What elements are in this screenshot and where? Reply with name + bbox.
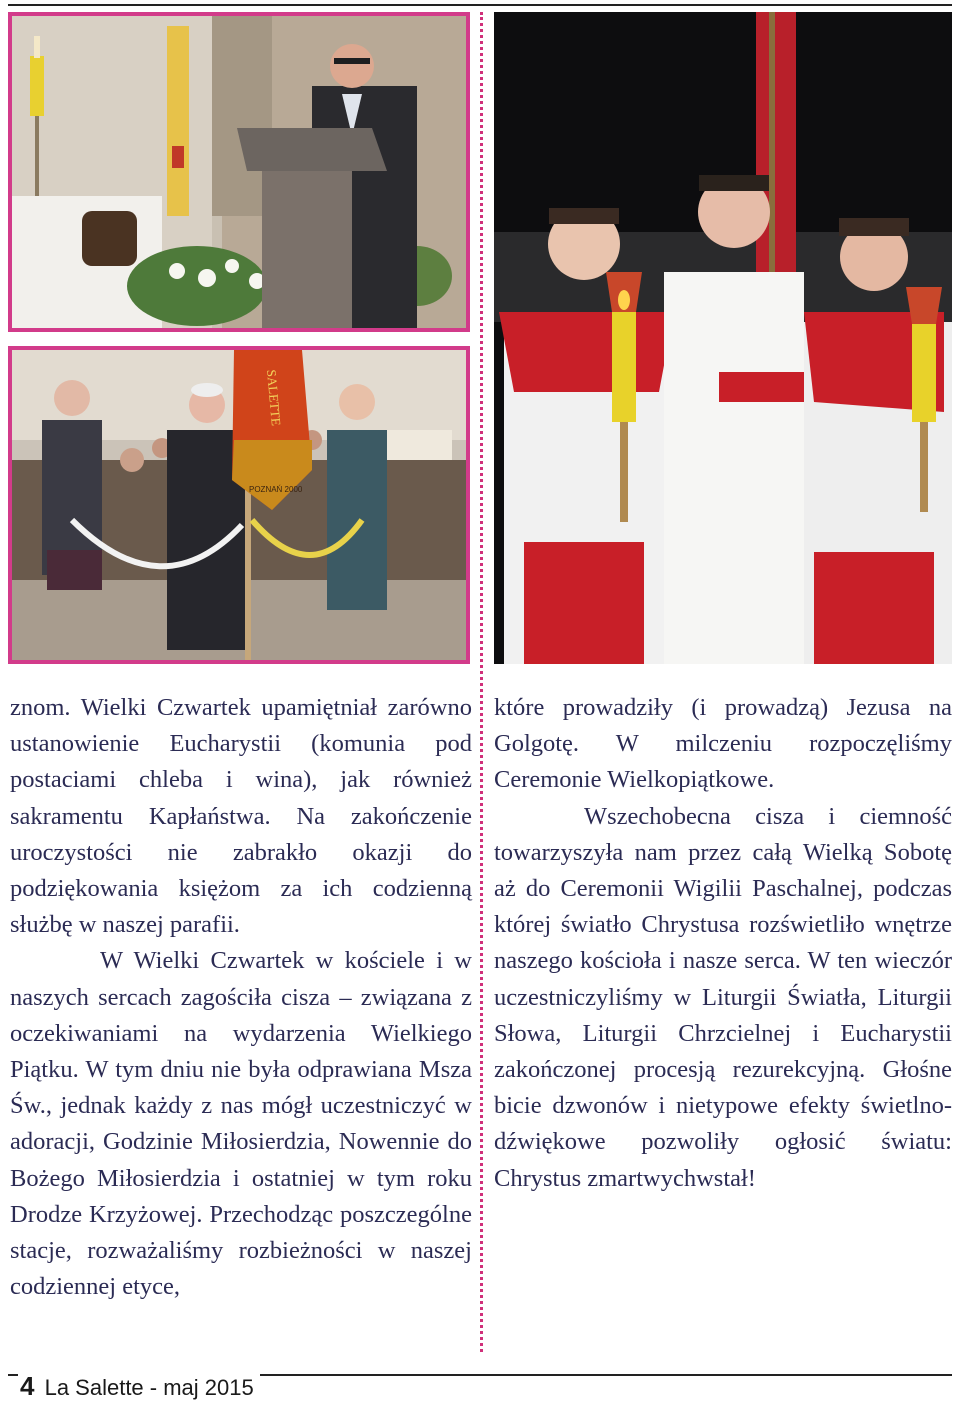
photo-banner-bearers [8,346,470,664]
photo-altar-servers [494,12,952,664]
page-number: 4 [20,1371,35,1401]
page-footer [18,1371,260,1402]
top-rule [8,4,952,6]
article-column-right [494,690,952,1197]
paragraph: W Wielki Czwartek w kościele i w naszych sercach zagościła cisza – związana z oczekiwaniami na wydarzenia Wielkiego Piątku. W tym dniu nie była odprawiana Msza Św., jednak każdy z nas mógł uczestniczyć w adoracji, Godzinie Miłosierdzia, Nowennie do Bożego Miłosierdzia i ostatniej w tym roku Drodze Krzyżowej. Przechodząc poszczególne stacje, rozważaliśmy rozbieżności w naszej codziennej etyce, [10,947,472,1301]
banner-caption: POZNAŃ 2000 [249,485,303,494]
article-column-left [10,690,472,1305]
paragraph: które prowadziły (i prowadzą) Jezusa na Golgotę. W milczeniu rozpoczęliśmy Ceremonie Wielkopiątkowe. [494,694,952,794]
paragraph: Wszechobecna cisza i ciemność towarzyszyła nam przez całą Wielką Sobotę aż do Ceremonii Wigilii Paschalnej, podczas której światło Chrystusa rozświetliło wnętrze naszego kościoła i nasze serca. W ten wieczór uczestniczyliśmy w Liturgii Światła, Liturgii Słowa, Liturgii Chrzcielnej i Eucharystii zakończonej procesją rezurekcyjną. Głośne bicie dzwonów i nietypowe efekty świetlno-dźwiękowe pozwoliły ogłosić światu: Chrystus zmartwychwstał! [494,802,952,1192]
photo-speaker-at-lectern [8,12,470,332]
banner-text: SALETTE [264,368,284,427]
column-divider [480,12,483,1352]
paragraph: znom. Wielki Czwartek upamiętniał zarówno ustanowienie Eucharystii (komunia pod postaciami chleba i wina), jak również sakramentu Kapłaństwa. Na zakończenie uroczystości nie zabrakło okazji do podziękowania księżom za ich codzienną służbę w naszej parafii. [10,694,472,939]
publication-title: La Salette - maj 2015 [44,1375,254,1400]
